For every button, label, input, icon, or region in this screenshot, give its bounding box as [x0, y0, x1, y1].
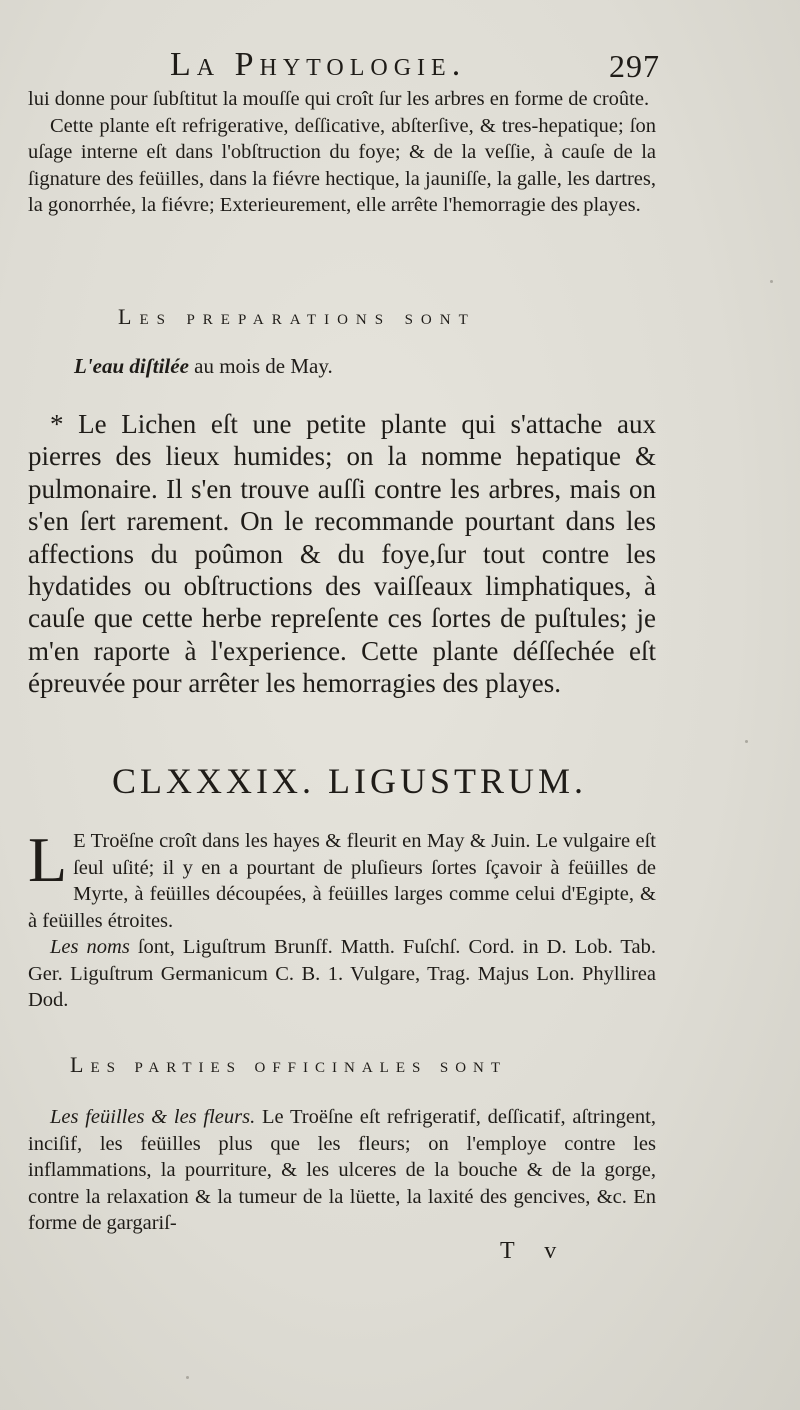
section-heading-official-parts: Les parties officinales sont: [70, 1052, 508, 1077]
preparation-italic: L'eau diſtilée: [74, 354, 189, 378]
catchword: T v: [500, 1238, 569, 1264]
parts-lead: Les feüilles & les fleurs.: [50, 1106, 256, 1128]
official-parts-paragraph: [28, 1104, 656, 1237]
paragraph-continuation: lui donne pour ſubſtitut la mouſſe qui croît ſur les arbres en forme de croûte.: [28, 88, 650, 110]
names-text: ſont, Liguſtrum Brunſf. Matth. Fuſchſ. Cord. in D. Lob. Tab. Ger. Liguſtrum Germanicum C. B. 1. Vulgare, Trag. Majus Lon. Phyllirea Dod.: [28, 936, 656, 1011]
page-header: [170, 46, 660, 86]
ligustrum-section: [28, 824, 656, 1014]
paper-speck: [745, 740, 748, 743]
lichen-note: [28, 408, 656, 700]
lichen-note-text: * Le Lichen eſt une petite plante qui s'attache aux pierres des lieux humides; on la nomme hepatique & pulmonaire. Il s'en trouve auſſi contre les arbres, mais on s'en ſert rarement. On le recommande pourtant dans les affections du poûmon & du foye,ſur tout contre les hydatides ou obſtructions des vaiſſeaux limphatiques, à cauſe que cette herbe repreſente ces ſortes de puſtules; je m'en raporte à l'experience. Cette plante déſſechée eſt épreuvée pour arrêter les hemorragies des playes.: [28, 409, 656, 699]
official-parts: [28, 1104, 656, 1237]
ligustrum-description-text: E Troëſne croît dans les hayes & fleurit en May & Juin. Le vulgaire eſt ſeul uſité; il y en a pourtant de pluſieurs ſortes ſçavoir à feüilles de Myrte, à feüilles découpées, à feüilles larges comme celui d'Egipte, & à feüilles étroites.: [28, 830, 656, 932]
preparation-line: [74, 354, 333, 379]
opening-paragraphs: [28, 86, 656, 219]
ligustrum-names: [28, 934, 656, 1014]
chapter-title: CLXXXIX. LIGUSTRUM.: [112, 761, 587, 801]
running-title: La Phytologie.: [170, 46, 467, 83]
names-lead: Les noms: [50, 936, 130, 958]
page-number: 297: [609, 48, 660, 84]
section-heading-preparations: Les preparations sont: [118, 304, 476, 329]
preparation-text: au mois de May.: [188, 354, 333, 378]
paragraph-properties: Cette plante eſt refrigerative, deſſicative, abſterſive, & tres-hepatique; ſon uſage interne eſt dans l'obſtruction du foye; & de la veſſie, à cauſe de la ſignature des feüilles, dans la fiévre hectique, la jauniſſe, la galle, les dartres, la gonorrhée, la fiévre; Exterieurement, elle arrête l'hemorragie des playes.: [28, 114, 656, 216]
ligustrum-description: [28, 824, 656, 934]
paper-speck: [770, 280, 773, 283]
paper-speck: [186, 1376, 189, 1379]
parts-text: Le Troëſne eſt refrigeratif, deſſicatif, aſtringent, inciſif, les feüilles plus que les fleurs; on l'employe contre les inflammations, la pourriture, & les ulceres de la bouche & de la gorge, contre la relaxation & la tumeur de la lüette, la laxité des gencives, &c. En forme de gargariſ-: [28, 1106, 657, 1234]
drop-cap: L: [28, 824, 68, 895]
